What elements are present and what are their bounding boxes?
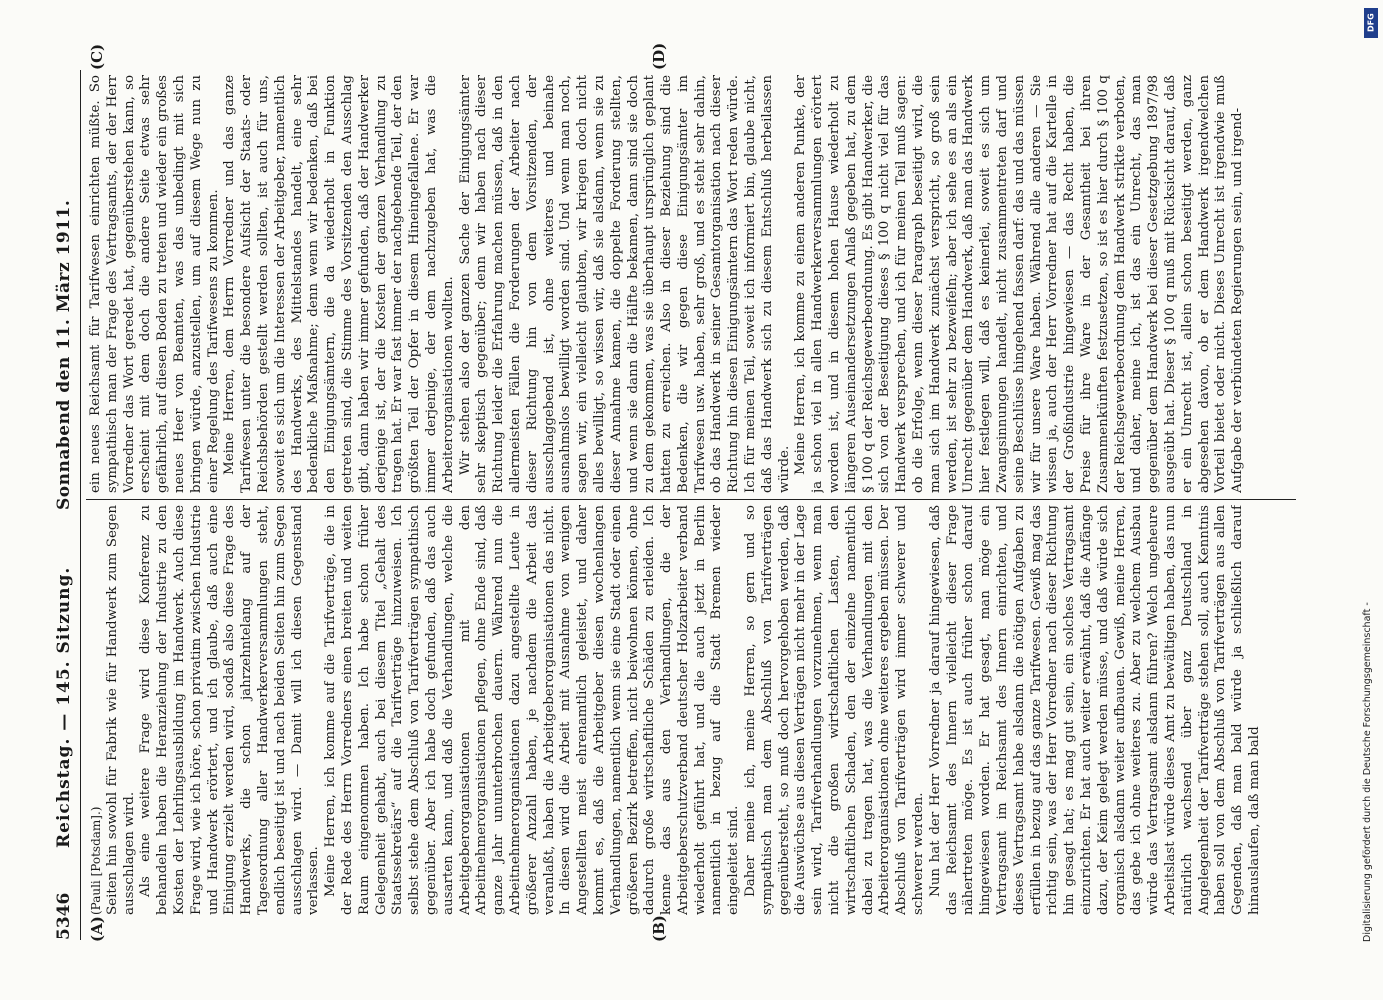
left-column bbox=[88, 505, 1303, 915]
paragraph: ein neues Reichsamt für Tarifwesen einrichten müßte. So sympathisch man der Frage des Vertragsamts, der der Herr Vorredner das Wort geredet hat, gegenüberstehen kann, so erscheint mit dem doch die andere Seite etwas sehr gefährlich, auf diesen Boden zu treten und wieder ein großes neues Heer von Beamten, was das unbedingt mit sich bringen würde, anzustellen, um auf diesem Wege nun zu einer Regelung des Tarifwesens zu kommen. bbox=[88, 75, 221, 493]
paragraph: Seiten hin sowohl für Fabrik wie für Handwerk zum Segen ausschlagen wird. bbox=[104, 505, 137, 915]
margin-marker-b: (B) bbox=[650, 915, 668, 942]
paragraph: Wir stehen also der ganzen Sache der Einigungsämter sehr skeptisch gegenüber; denn wir haben nach dieser Richtung leider die Erfahrung machen müssen, daß in den allermeisten Fällen die Forderungen der Arbeiter nach dieser Richtung hin von dem Vorsitzenden, der ausschlaggebend ist, ohne weiteres und beinahe ausnahmslos bewilligt worden sind. Und wenn man noch, sagen wir, ein vielleicht glaubten, wir kriegen doch nicht alles bewilligt, so wissen wir, daß sie alsdann, wenn sie zu dieser Annahme kamen, die doppelte Forderung stellten, und wenn sie dann die Hälfte bekamen, dann sind sie doch zu dem gekommen, was sie überhaupt ursprünglich geplant hatten zu erreichen. Also in dieser Beziehung sind die Bedenken, die wir gegen diese Einigungsämter im Tarifwesen usw. haben, sehr groß, und es steht sehr dahin, ob das Handwerk in seiner Gesamtorganisation nach dieser Richtung hin diesen Einigungsämtern das Wort reden würde. Ich für meinen Teil, soweit ich informiert bin, glaube nicht, daß das Handwerk sich zu diesem Entschluß herbeilassen würde. bbox=[457, 75, 792, 493]
right-column bbox=[88, 75, 1303, 493]
paragraph: Meine Herren, ich komme auf die Tarifverträge, die in der Rede des Herrn Vorredners einen breiten und weiten Raum eingenommen haben. Ich habe schon früher Gelegenheit gehabt, auch bei diesem Titel „Gehalt des Staatssekretärs“ auf die Tarifverträge hinzuweisen. Ich selbst stehe dem Abschluß von Tarifverträgen sympathisch gegenüber. Aber ich habe doch gefunden, daß das auch ausarten kann, und daß die Verhandlungen, welche die Arbeitgeberorganisationen mit den Arbeitnehmerorganisationen pflegen, ohne Ende sind, daß ganze Jahr ununterbrochen dauern. Während nun die Arbeitnehmerorganisationen dazu angestellte Leute in größerer Anzahl haben, je nachdem die Arbeit das veranlaßt, haben die Arbeitgeberorganisationen das nicht. In diesen wird die Arbeit mit Ausnahme von wenigen Angestellten meist ehrenamtlich geleistet, und daher kommt es, daß die Arbeitgeber diesen wochenlangen Verhandlungen, namentlich wenn sie eine Stadt oder einen größeren Bezirk betreffen, nicht beiwohnen können, ohne dadurch große wirtschaftliche Schäden zu erleiden. Ich kenne das aus den Verhandlungen, die der Arbeitgeberschutzverband deutscher Holzarbeiter verband wiederholt geführt hat, und die auch jetzt in Berlin namentlich in bezug auf die Stadt Bremen wieder eingeleitet sind. bbox=[323, 505, 742, 915]
paragraph: Daher meine ich, meine Herren, so gern und so sympathisch man dem Abschluß von Tarifverträgen gegenübersteht, so muß doch hervorgehoben werden, daß die Auswüchse aus diesen Verträgen nicht mehr in der Lage sein wird, Tarifverhandlungen vorzunehmen, wenn man nicht die großen wirtschaftlichen Lasten, den wirtschaftlichen Schaden, den der einzelne namentlich dabei zu tragen hat, was die Verhandlungen mit den Arbeiterorganisationen ohne weiteres ergeben müssen. Der Abschluß von Tarifverträgen wird immer schwerer und schwerer werden. bbox=[743, 505, 927, 915]
page-number: 5346 bbox=[54, 892, 74, 940]
header-title: Reichstag. — 145. Sitzung. bbox=[54, 566, 74, 848]
paragraph: Meine Herren, ich komme zu einem anderen Punkte, der ja schon viel in allen Handwerkerversammlungen erörtert worden ist, und in diesem hohen Hause wiederholt zu längeren Auseinandersetzungen Anlaß gegeben hat, zu dem § 100 q der Reichsgewerbeordnung. Es gibt Handwerker, die sich von der Beseitigung dieses § 100 q nicht viel für das Handwerk versprechen, und ich für meinen Teil muß sagen: ob die Erfolge, wenn dieser Paragraph beseitigt wird, die man sich im Handwerk zunächst verspricht, so groß sein werden, ist sehr zu bezweifeln; aber ich sehe es an als ein Unrecht gegenüber dem Handwerk, daß man das Handwerk hier festlegen will, daß es keinerlei, soweit es sich um Zwangsinnungen handelt, nicht zusammentreten darf und seine Beschlüsse hingehend fassen darf: das und das müssen wir für unsere Ware haben. Während alle anderen — Sie wissen ja, auch der Herr Vorredner hat auf die Kartelle in der Großindustrie hingewiesen — das Recht haben, die Preise für ihre Ware in der Gesamtheit bei ihren Zusammenkünften festzusetzen, so ist es hier durch § 100 q der Reichsgewerbeordnung dem Handwerk strikte verboten, und daher, meine ich, ist das ein Unrecht, das man gegenüber dem Handwerk bei dieser Gesetzgebung 1897/98 ausgeübt hat. Dieser § 100 q muß mit Rücksicht darauf, daß er ein Unrecht ist, allein schon beseitigt werden, ganz abgesehen davon, ob er dem Handwerk irgendwelchen Vorteil bietet oder nicht. Dieses Unrecht ist irgendwie muß Aufgabe der verbündeten Regierungen sein, und irgend- bbox=[793, 75, 1246, 493]
paragraph: Als eine weitere Frage wird diese Konferenz zu behandeln haben die Heranziehung der Industrie zu den Kosten der Lehrlingsausbildung im Handwerk. Auch diese Frage wird, wie ich höre, schon privatim zwischen Industrie und Handwerk erörtert, und ich glaube, daß auch eine Einigung erzielt werden wird, sodaß also diese Frage des Handwerks, die schon jahrzehntelang auf der Tagesordnung aller Handwerkerversammlungen steht, endlich beseitigt ist und nach beiden Seiten hin zum Segen ausschlagen wird. — Damit will ich diesen Gegenstand verlassen. bbox=[138, 505, 322, 915]
dfg-logo: DFG bbox=[1364, 8, 1378, 38]
column-separator bbox=[86, 499, 1296, 500]
header-rule bbox=[80, 70, 81, 940]
margin-marker-c: (C) bbox=[88, 43, 106, 70]
header-date: Sonnabend den 11. März 1911. bbox=[54, 199, 74, 510]
digitization-credit: Digitalisierung gefördert durch die Deutsche Forschungsgemeinschaft - bbox=[1362, 602, 1373, 942]
running-header bbox=[52, 70, 78, 940]
paragraph: Nun hat der Herr Vorredner ja darauf hingewiesen, daß das Reichsamt des Innern vielleicht dieser Frage nähertreten möge. Es ist auch früher schon darauf hingewiesen worden. Er hat gesagt, man möge ein Vertragsamt im Reichsamt des Innern einrichten, und dieses Vertragsamt habe alsdann die nötigen Aufgaben zu erfüllen in bezug auf das ganze Tarifwesen. Gewiß mag das richtig sein, was der Herr Vorredner nach dieser Richtung hin gesagt hat; es mag gut sein, ein solches Vertragsamt einzurichten. Er hat auch weiter erwähnt, daß die Anfänge dazu, der Keim gelegt werden müsse, und daß würde sich organisch alsdann weiter aufbauen. Gewiß, meine Herren, das gebe ich ohne weiteres zu. Aber zu welchem Ausbau würde das Vertragsamt alsdann führen? Welch ungeheure Arbeitslast würde dieses Amt zu bewältigen haben, das nun natürlich wachsend über ganz Deutschland in Angelegenheit der Tarifverträge stehen soll, auch Kenntnis haben soll von dem Abschluß von Tarifverträgen aus allen Gegenden, daß man bald würde ja schließlich darauf hinauslaufen, daß man bald bbox=[927, 505, 1262, 915]
speaker-label: (Pauli [Potsdam].) bbox=[89, 806, 103, 915]
margin-marker-d: (D) bbox=[650, 42, 668, 70]
margin-marker-a: (A) bbox=[88, 916, 106, 942]
paragraph: Meine Herren, dem Herrn Vorredner und das ganze Tarifwesen unter die besondere Aufsicht der Staats- oder Reichsbehörden gestellt werden sollten, ist auch für uns, soweit es sich um die Interessen der Arbeitgeber, namentlich des Handwerks, des Mittelstandes handelt, eine sehr bedenkliche Maßnahme; denn wenn wir bedenken, daß bei den Einigungsämtern, die da wiederholt in Funktion getreten sind, die Stimme des Vorsitzenden den Ausschlag gibt, dann haben wir immer gefunden, daß der Handwerker derjenige ist, der die Kosten der ganzen Verhandlung zu tragen hat. Er war fast immer der nachgebende Teil, der den größten Teil der Opfer in diesem Hineingefallene. Er war immer derjenige, der dem nachzugeben hat, was die Arbeiterorganisationen wollten. bbox=[222, 75, 456, 493]
